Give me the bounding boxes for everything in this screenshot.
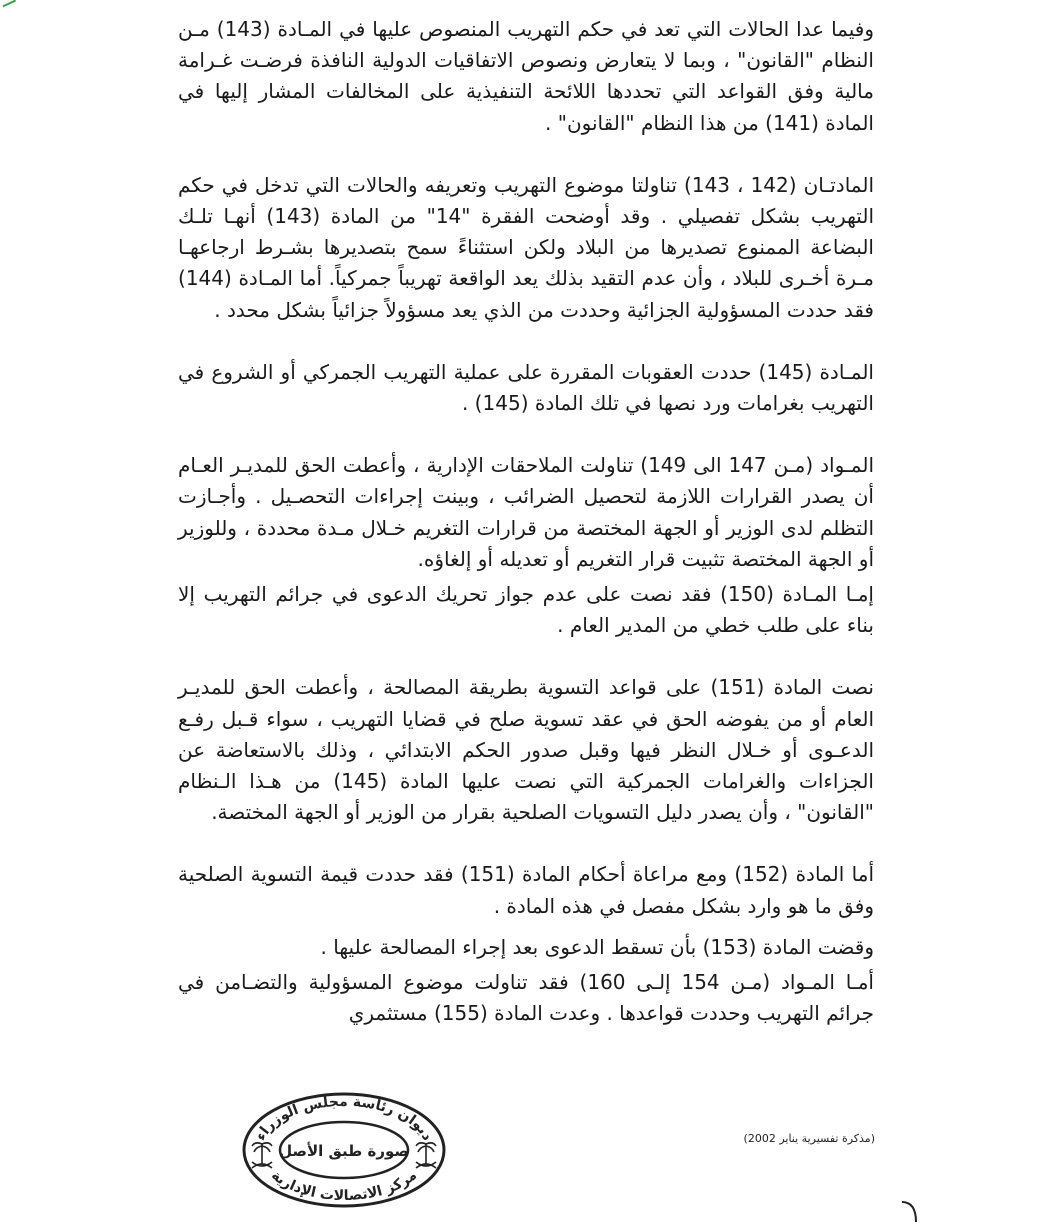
footnote-reference: (مذكرة تفسيرية يناير 2002): [743, 1132, 875, 1145]
paragraph-article-145: المـادة (145) حددت العقوبات المقررة على عملية التهريب الجمركي أو الشروع في التهريب بغرامات ورد نصها في تلك المادة (145) .: [178, 359, 874, 416]
palm-swords-emblem-left: [252, 1143, 272, 1168]
svg-text:ديوان رئاسة مجلس الوزراء: [253, 1094, 436, 1143]
official-seal-stamp: [240, 1090, 448, 1210]
paragraph-articles-154-160: أمـا المـواد (مـن 154 إلـى 160) فقد تناولت موضوع المسؤولية والتضـامن في جرائم التهريب وحددت قواعدها . وعدت المادة (155) مستثمري: [178, 970, 874, 1026]
paragraph-article-153: وقضت المادة (153) بأن تسقط الدعوى بعد إجراء المصالحة عليها .: [320, 934, 874, 959]
seal-center-text: صورة طبق الأصل: [279, 1142, 409, 1160]
corner-mark: [0, 0, 16, 7]
paragraph-article-151: نصت المادة (151) على قواعد التسوية بطريقة المصالحة ، وأعطت الحق للمديـر العام أو من يفوضه الحق في عقد تسوية صلح في قضايا التهريب ، سواء قـبل رفـع الدعـوى أو خـلال النظر فيها وقبل صدور الحكم الابتدائي ، وذلك بالاستعاضة عن الجزاءات والغرامات الجمركية التي نصت عليها المادة (145) من هـذا الـنظام "القانون" ، وأن يصدر دليل التسويات الصلحية بقرار من الوزير أو الجهة المختصة.: [178, 675, 874, 825]
paragraph-article-143: وفيما عدا الحالات التي تعد في حكم التهريب المنصوص عليها في المـادة (143) مـن النظام "القانون" ، وبما لا يتعارض ونصوص الاتفاقيات الدولية النافذة فرضـت غـرامة مالية وفق القواعد التي تحددها اللائحة التنفيذية على المخالفات المشار إليها في المادة (141) من هذا النظام "القانون" .: [178, 17, 874, 135]
seal-bottom-text: مركز الاتصالات الإدارية: [268, 1167, 420, 1205]
paragraph-article-152: أما المادة (152) ومع مراعاة أحكام المادة (151) فقد حددت قيمة التسوية الصلحية وفق ما هو وارد بشكل مفصل في هذه المادة .: [178, 862, 874, 918]
document-body: [178, 14, 874, 1029]
palm-swords-emblem-right: [416, 1143, 436, 1168]
paragraph-articles-147-149: المـواد (مـن 147 الى 149) تناولت الملاحقات الإدارية ، وأعطت الحق للمديـر العـام أن يصدر القرارات اللازمة لتحصيل الضرائب ، وبينت إجراءات التحصـيل . وأجـازت التظلم لدى الوزير أو الجهة المختصة من قرارات التغريم خـلال مـدة محددة ، وللوزير أو الجهة المختصة تثبيت قرار التغريم أو تعديله أو إلغاؤه.: [178, 453, 874, 571]
seal-top-text: ديوان رئاسة مجلس الوزراء: [252, 1093, 436, 1144]
page-curl-mark: [898, 1198, 922, 1223]
paragraph-article-150: إمـا المـادة (150) فقد نصت على عدم جواز تحريك الدعوى في جرائم التهريب إلا بناء على طلب خطي من المدير العام .: [178, 582, 874, 638]
paragraph-articles-142-143: المادتـان (142 ، 143) تناولتا موضوع التهريب وتعريفه والحالات التي تدخل في حكم التهريب بشكل تفصيلي . وقد أوضحت الفقرة "14" من المادة (143) أنهـا تلـك البضاعة الممنوع تصديرها من البلاد ولكن استثناءً سمح بتصديرها بشـرط ارجاعهـا مـرة أخـرى للبلاد ، وأن عدم التقيد بذلك يعد الواقعة تهريباً جمركياً. أما المـادة (144) فقد حددت المسؤولية الجزائية وحددت من الذي يعد مسؤولاً جزائياً بشكل محدد .: [178, 172, 875, 322]
